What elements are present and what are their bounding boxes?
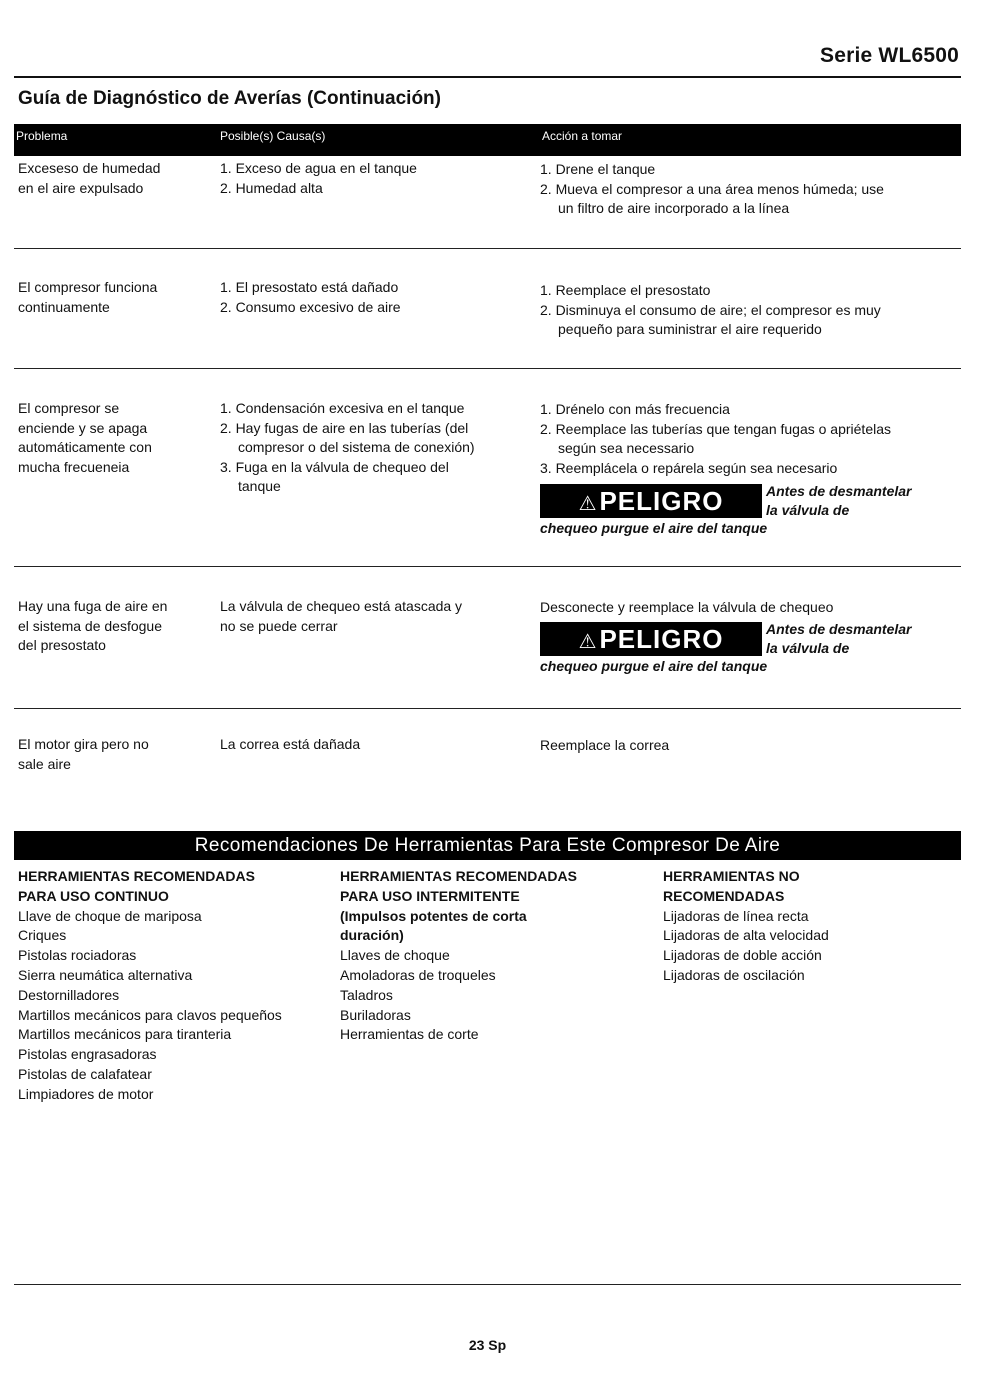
danger-label: ⚠PELIGRO: [540, 622, 762, 656]
row1-problem: Exceseso de humedad en el aire expulsado: [18, 160, 161, 196]
series-title: Serie WL6500: [820, 44, 959, 67]
header-action: Acción a tomar: [542, 129, 623, 143]
row3-causes: 1. Condensación excesiva en el tanque 2. Hay fugas de aire en las tuberías (del compresor o del sistema de conexión) 3. Fuga en la válvula de chequeo del tanque: [220, 400, 475, 494]
tools-continuous: HERRAMIENTAS RECOMENDADAS PARA USO CONTINUO Llave de choque de mariposa Criques Pistolas rociadoras Sierra neumática alternativa Destornilladores Martillos mecánicos para clavos pequeños Martillos mecánicos para tiranteria Pistolas engrasadoras Pistolas de calafatear Limpiadores de motor: [18, 868, 282, 1102]
warning-triangle-icon: ⚠: [578, 493, 598, 515]
danger-text-side: Antes de desmantelar la válvula de: [766, 483, 912, 518]
guide-title: Guía de Diagnóstico de Averías (Continuación): [18, 88, 441, 109]
row3-problem: El compresor se enciende y se apaga automáticamente con mucha frecueneia: [18, 400, 152, 475]
row4-actions: Desconecte y reemplace la válvula de chequeo: [540, 599, 834, 615]
row-divider: [14, 368, 961, 369]
danger-text-side: Antes de desmantelar la válvula de: [766, 621, 912, 656]
row5-problem: El motor gira pero no sale aire: [18, 736, 149, 772]
row-divider: [14, 708, 961, 709]
row4-problem: Hay una fuga de aire en el sistema de desfogue del presostato: [18, 598, 168, 653]
row2-actions: 1. Reemplace el presostato 2. Disminuya el consumo de aire; el compresor es muy pequeño para suministrar el aire requerido: [540, 282, 881, 337]
footer-rule: [14, 1284, 961, 1285]
row5-actions: Reemplace la correa: [540, 737, 670, 753]
row4-causes: La válvula de chequeo está atascada y no se puede cerrar: [220, 598, 463, 634]
row1-actions: 1. Drene el tanque 2. Mueva el compresor a una área menos húmeda; use un filtro de aire incorporado a la línea: [540, 161, 884, 216]
row3-actions: 1. Drénelo con más frecuencia 2. Reemplace las tuberías que tengan fugas o apriételas según sea necessario 3. Reemplácela o repárela según sea necesario: [540, 401, 892, 476]
header-causes: Posible(s) Causa(s): [220, 129, 326, 143]
tools-banner: Recomendaciones De Herramientas Para Este Compresor De Aire: [14, 831, 961, 860]
page-number: 23 Sp: [468, 1337, 507, 1353]
header-problem: Problema: [16, 129, 68, 143]
table-header: [14, 124, 961, 156]
header-rule: [14, 76, 961, 78]
danger-label: ⚠PELIGRO: [540, 484, 762, 518]
danger-text-tail: chequeo purgue el aire del tanque: [540, 658, 768, 674]
row2-causes: 1. El presostato está dañado 2. Consumo excesivo de aire: [220, 279, 401, 315]
row5-causes: La correa está dañada: [220, 736, 361, 752]
row2-problem: El compresor funciona continuamente: [18, 279, 158, 315]
tools-intermittent: HERRAMIENTAS RECOMENDADAS PARA USO INTERMITENTE (Impulsos potentes de corta duración) Llaves de choque Amoladoras de troqueles Taladros Buriladoras Herramientas de corte: [340, 868, 577, 1043]
row-divider: [14, 566, 961, 567]
row-divider: [14, 248, 961, 249]
danger-text-tail: chequeo purgue el aire del tanque: [540, 520, 768, 536]
row1-causes: 1. Exceso de agua en el tanque 2. Humedad alta: [220, 160, 417, 196]
tools-not-recommended: HERRAMIENTAS NO RECOMENDADAS Lijadoras de línea recta Lijadoras de alta velocidad Lijadoras de doble acción Lijadoras de oscilación: [663, 868, 829, 983]
warning-triangle-icon: ⚠: [578, 631, 598, 653]
